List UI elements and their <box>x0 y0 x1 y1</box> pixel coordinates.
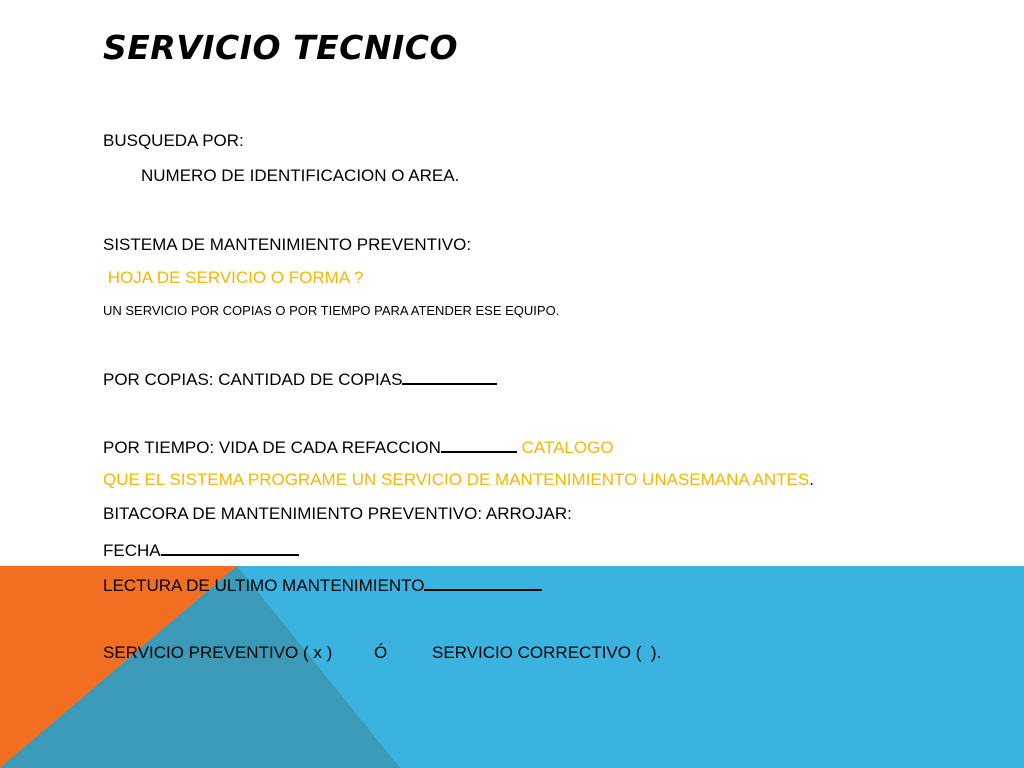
date-line <box>103 539 299 561</box>
schedule-end: . <box>809 470 814 489</box>
time-label: POR TIEMPO: VIDA DE CADA REFACCION <box>103 438 441 457</box>
schedule-text: QUE EL SISTEMA PROGRAME UN SERVICIO DE MANTENIMIENTO UNASEMANA ANTES <box>103 470 810 489</box>
schedule-line <box>103 470 814 490</box>
preventive-option: SERVICIO PREVENTIVO ( x ) <box>103 643 333 662</box>
search-label: BUSQUEDA POR: <box>103 131 244 150</box>
last-reading-line <box>103 574 542 596</box>
slide-title: SERVICIO TECNICO <box>103 28 459 67</box>
corrective-option: SERVICIO CORRECTIVO ( ). <box>432 643 662 662</box>
copies-blank <box>402 368 497 385</box>
or-separator: Ó <box>374 643 388 662</box>
date-blank <box>161 539 299 556</box>
service-sheet-question: HOJA DE SERVICIO O FORMA ? <box>103 268 364 287</box>
time-blank <box>441 436 517 453</box>
log-label: BITACORA DE MANTENIMIENTO PREVENTIVO: ARROJAR: <box>103 504 572 523</box>
time-line <box>103 436 614 458</box>
search-criteria: NUMERO DE IDENTIFICACION O AREA. <box>141 166 460 185</box>
date-label: FECHA <box>103 541 161 560</box>
service-description: UN SERVICIO POR COPIAS O POR TIEMPO PARA ATENDER ESE EQUIPO. <box>103 303 560 318</box>
copies-line <box>103 368 497 390</box>
last-reading-label: LECTURA DE ULTIMO MANTENIMIENTO <box>103 576 425 595</box>
preventive-system-label: SISTEMA DE MANTENIMIENTO PREVENTIVO: <box>103 235 472 254</box>
last-reading-blank <box>424 574 542 591</box>
catalog-label: CATALOGO <box>521 438 614 457</box>
copies-label: POR COPIAS: CANTIDAD DE COPIAS <box>103 370 403 389</box>
